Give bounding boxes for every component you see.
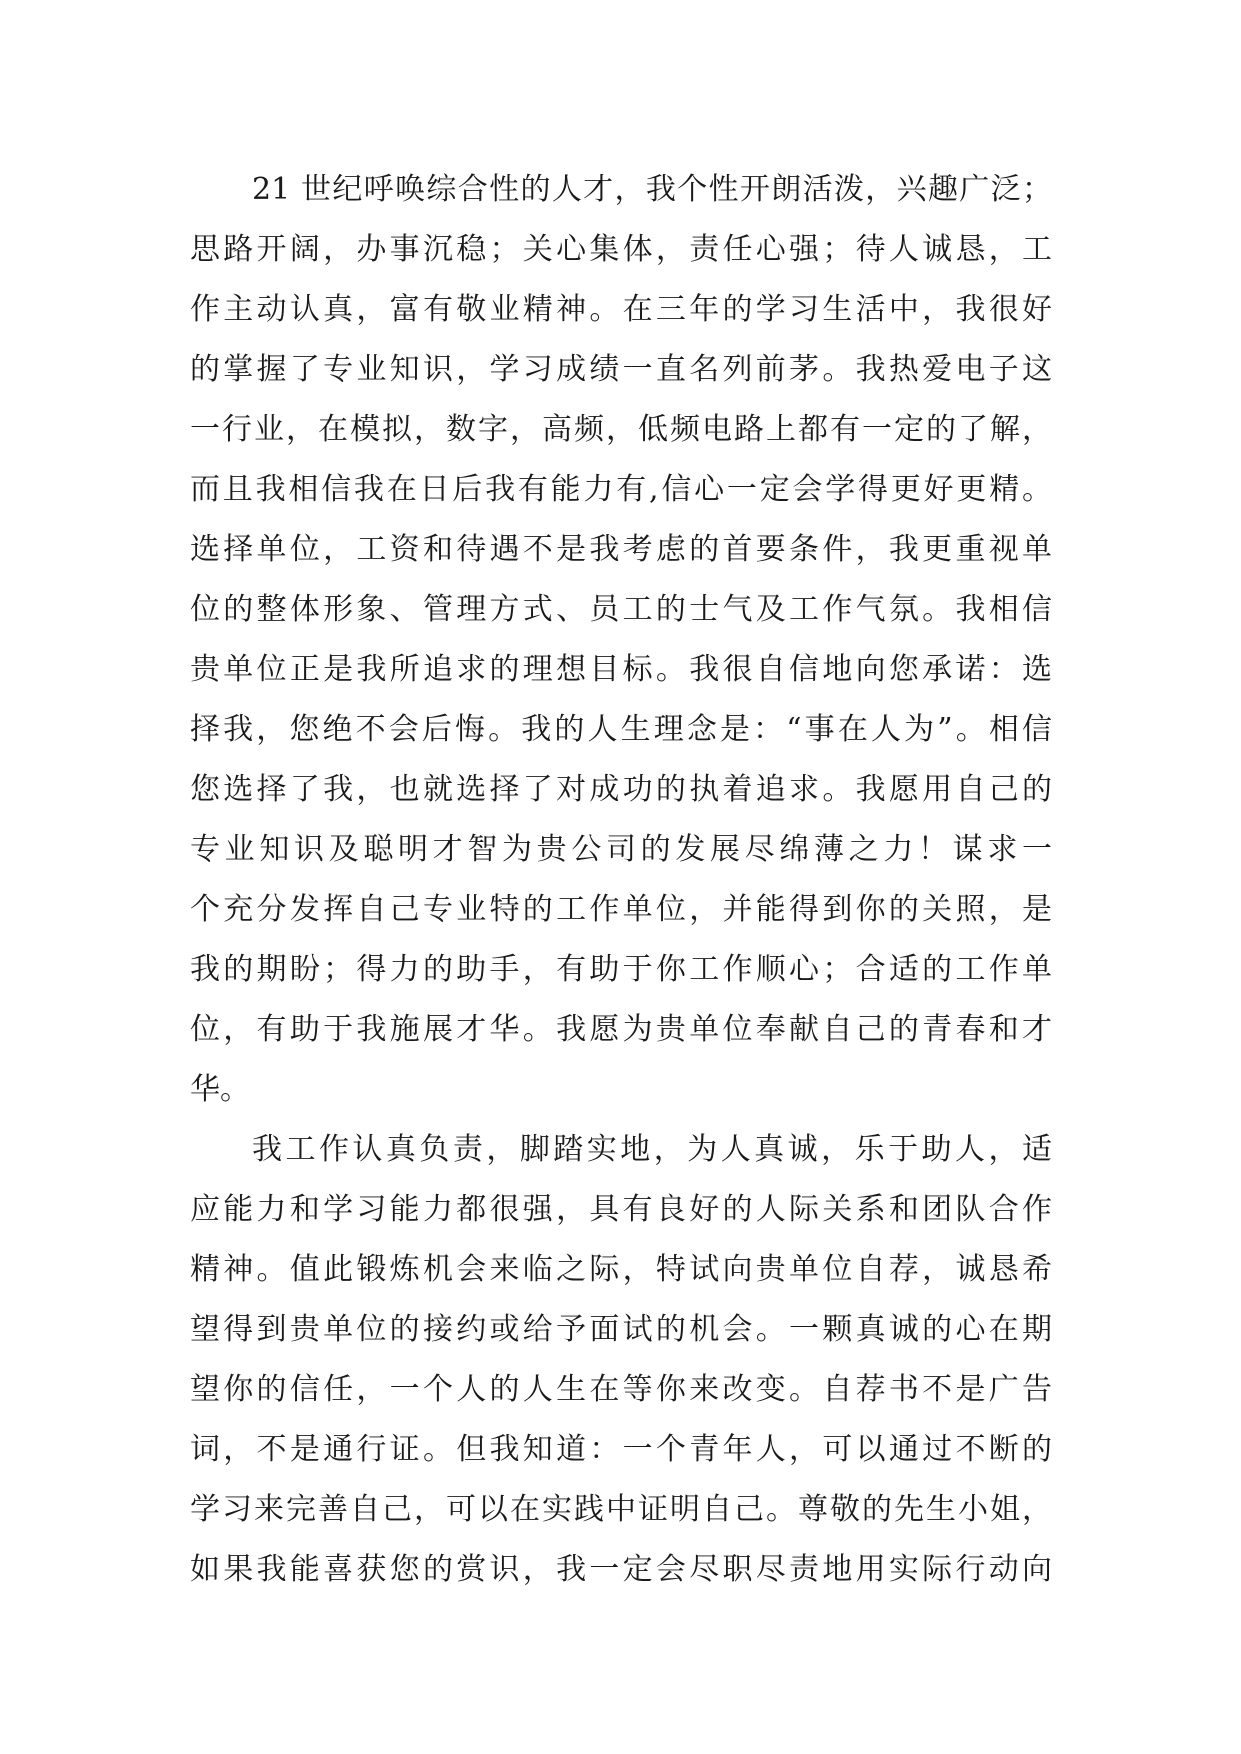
paragraph-1 [190,160,1052,1120]
text-line: 贵单位正是我所追求的理想目标。我很自信地向您承诺：选 [190,652,1052,687]
text-line: 精神。值此锻炼机会来临之际，特试向贵单位自荐，诚恳希 [190,1252,1052,1287]
paragraph-2 [190,1120,1052,1600]
text-line: 专业知识及聪明才智为贵公司的发展尽绵薄之力！谋求一 [190,832,1052,867]
text-line: 作主动认真，富有敬业精神。在三年的学习生活中，我很好 [190,292,1052,327]
text-line: 我工作认真负责，脚踏实地，为人真诚，乐于助人，适 [252,1132,1052,1167]
text-line: 如果我能喜获您的赏识，我一定会尽职尽责地用实际行动向 [190,1552,1052,1587]
text-line: 位的整体形象、管理方式、员工的士气及工作气氛。我相信 [190,592,1052,627]
text-line: 选择单位，工资和待遇不是我考虑的首要条件，我更重视单 [190,532,1052,567]
text-line: 应能力和学习能力都很强，具有良好的人际关系和团队合作 [190,1192,1052,1227]
text-line: 学习来完善自己，可以在实践中证明自己。尊敬的先生小姐， [190,1492,1052,1527]
text-line: 择我，您绝不会后悔。我的人生理念是：“事在人为”。相信 [190,712,1052,747]
text-line: 华。 [190,1072,250,1107]
text-line: 望得到贵单位的接约或给予面试的机会。一颗真诚的心在期 [190,1312,1052,1347]
text-line: 位，有助于我施展才华。我愿为贵单位奉献自己的青春和才 [190,1012,1052,1047]
text-line: 词，不是通行证。但我知道：一个青年人，可以通过不断的 [190,1432,1052,1467]
text-line: 的掌握了专业知识，学习成绩一直名列前茅。我热爱电子这 [190,352,1052,387]
text-line: 我的期盼；得力的助手，有助于你工作顺心；合适的工作单 [190,952,1052,987]
text-line: 一行业，在模拟，数字，高频，低频电路上都有一定的了解， [190,412,1052,447]
letter-body [190,160,1052,1600]
text-line: 您选择了我，也就选择了对成功的执着追求。我愿用自己的 [190,772,1052,807]
text-line: 21 世纪呼唤综合性的人才，我个性开朗活泼，兴趣广泛； [252,172,1052,207]
text-line: 而且我相信我在日后我有能力有,信心一定会学得更好更精。 [190,472,1052,507]
text-line: 望你的信任，一个人的人生在等你来改变。自荐书不是广告 [190,1372,1052,1407]
text-line: 思路开阔，办事沉稳；关心集体，责任心强；待人诚恳，工 [190,232,1052,267]
text-line: 个充分发挥自己专业特的工作单位，并能得到你的关照，是 [190,892,1052,927]
